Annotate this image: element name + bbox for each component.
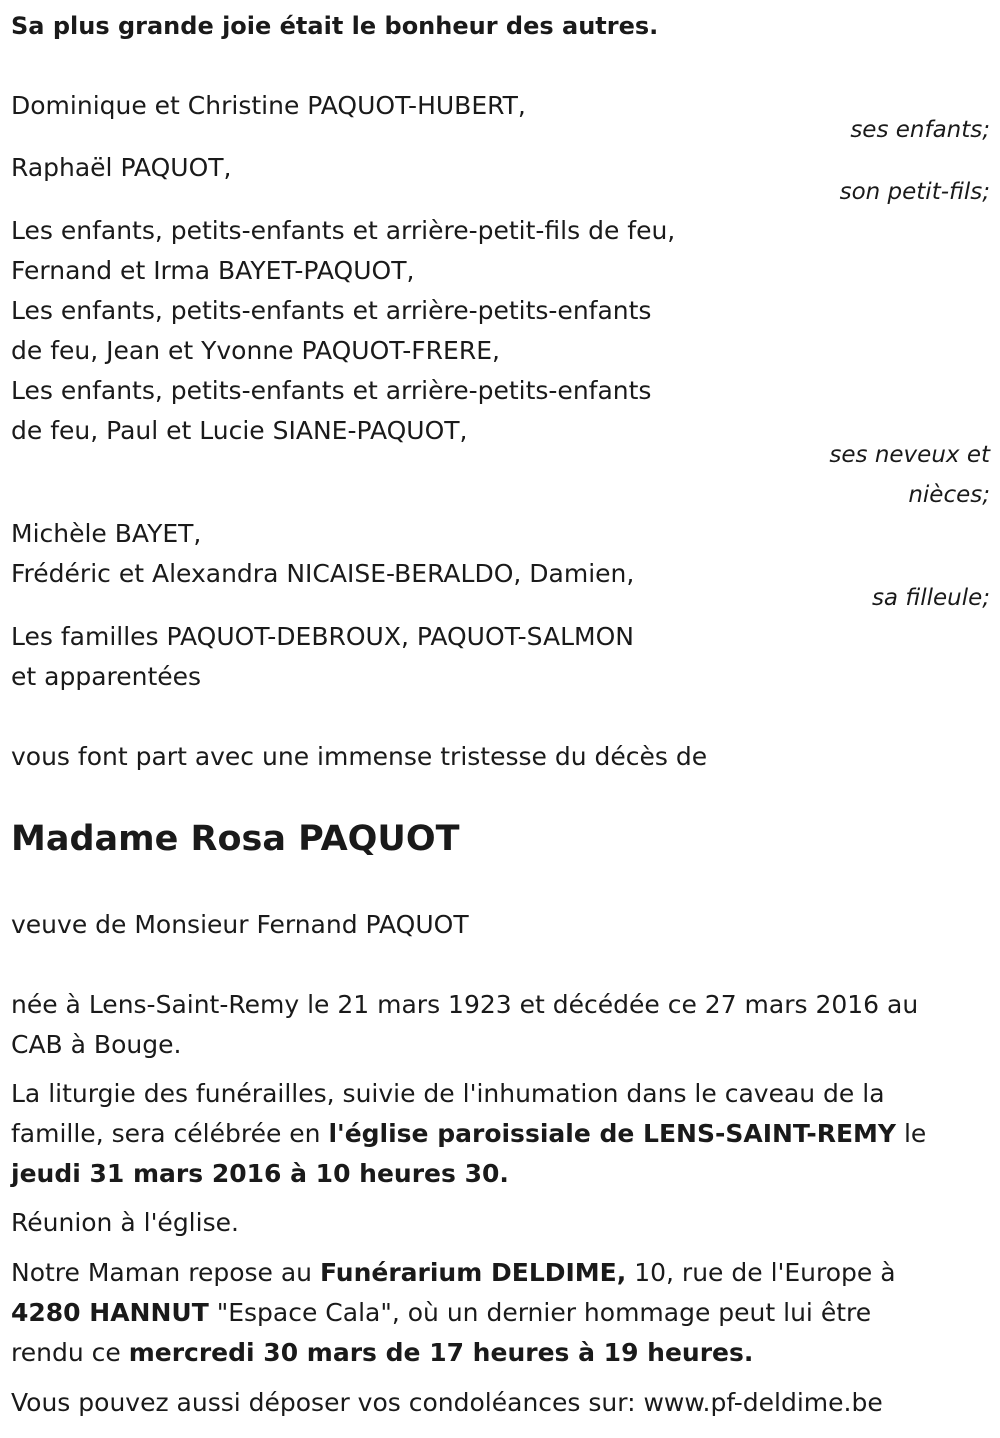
visitation-line-1-pre: Notre Maman repose au (11, 1258, 320, 1287)
grandson-name: Raphaël PAQUOT, (11, 153, 232, 182)
widow-of-text: veuve de Monsieur Fernand PAQUOT (11, 910, 469, 939)
goddaughter-line-1: Michèle BAYET, (11, 519, 202, 548)
nephews-line-1: Les enfants, petits-enfants et arrière-petit-fils de feu, (11, 216, 676, 245)
visitation-line-3-pre: rendu ce (11, 1338, 129, 1367)
children-relation: ses enfants; (850, 117, 990, 143)
visitation-hours: mercredi 30 mars de 17 heures à 19 heures. (128, 1338, 754, 1367)
nephews-relation-1: ses neveux et (829, 442, 990, 468)
birth-death-line-1: née à Lens-Saint-Remy le 21 mars 1923 et décédée ce 27 mars 2016 au (11, 990, 919, 1019)
funeral-line-2 (11, 1114, 926, 1154)
meeting-text: Réunion à l'église. (11, 1208, 239, 1237)
nephews-line-4: de feu, Jean et Yvonne PAQUOT-FRERE, (11, 336, 500, 365)
nephews-line-3: Les enfants, petits-enfants et arrière-petits-enfants (11, 296, 652, 325)
nephews-relation-2: nièces; (908, 482, 990, 508)
goddaughter-relation: sa filleule; (871, 585, 990, 611)
birth-death-line-2: CAB à Bouge. (11, 1030, 182, 1059)
goddaughter-line-2: Frédéric et Alexandra NICAISE-BERALDO, Damien, (11, 559, 635, 588)
announcement-text: vous font part avec une immense tristesse du décès de (11, 742, 708, 771)
visitation-line-3 (11, 1333, 753, 1373)
grandson-relation: son petit-fils; (839, 179, 990, 205)
nephews-line-2: Fernand et Irma BAYET-PAQUOT, (11, 256, 415, 285)
epitaph-quote: Sa plus grande joie était le bonheur des autres. (11, 12, 659, 40)
families-line-1: Les familles PAQUOT-DEBROUX, PAQUOT-SALMON (11, 622, 634, 651)
visitation-line-2 (11, 1293, 871, 1333)
families-line-2: et apparentées (11, 662, 202, 691)
church-name: l'église paroissiale de LENS-SAINT-REMY (328, 1119, 896, 1148)
visitation-city: 4280 HANNUT (11, 1298, 209, 1327)
visitation-line-1-post: 10, rue de l'Europe à (626, 1258, 896, 1287)
nephews-line-6: de feu, Paul et Lucie SIANE-PAQUOT, (11, 416, 468, 445)
funeral-line-1: La liturgie des funérailles, suivie de l'inhumation dans le caveau de la (11, 1079, 885, 1108)
children-names: Dominique et Christine PAQUOT-HUBERT, (11, 91, 526, 120)
funeral-line-2-post: le (896, 1119, 927, 1148)
deceased-name: Madame Rosa PAQUOT (11, 819, 460, 859)
condolences-text: Vous pouvez aussi déposer vos condoléances sur: www.pf-deldime.be (11, 1388, 883, 1417)
funeral-home-name: Funérarium DELDIME, (319, 1258, 627, 1287)
funeral-line-2-pre: famille, sera célébrée en (11, 1119, 329, 1148)
visitation-line-1 (11, 1253, 896, 1293)
funeral-date-time: jeudi 31 mars 2016 à 10 heures 30. (11, 1159, 509, 1188)
visitation-line-2-post: "Espace Cala", où un dernier hommage peut lui être (208, 1298, 872, 1327)
nephews-line-5: Les enfants, petits-enfants et arrière-petits-enfants (11, 376, 652, 405)
